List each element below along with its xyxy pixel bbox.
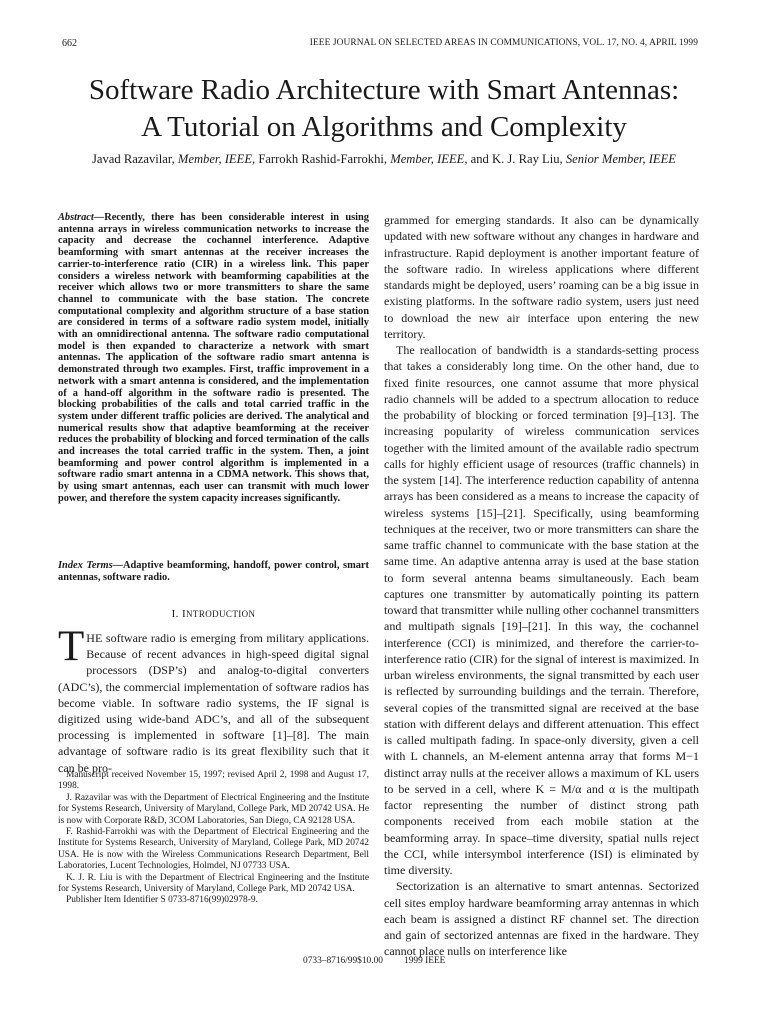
section-title-rest: NTRODUCTION [186,609,256,619]
author-list [40,152,728,167]
footer-copyright: 1999 IEEE [404,956,446,966]
abstract [58,212,369,505]
author-name: Javad Razavilar, [92,152,175,166]
footnote: J. Razavilar was with the Department of Electrical Engineering and the Institute for Systems Research, University of Maryland, College Park, MD 20742 USA. He is now with Corporate R&D, 3COM Laboratories, San Diego, CA 92128 USA. [58,792,369,826]
author-name: and K. J. Ray Liu, [470,152,563,166]
section-first-letter: I [181,608,187,620]
footnote: K. J. R. Liu is with the Department of Electrical Engineering and the Institute for Systems Research, University of Maryland, College Park, MD 20742 USA. [58,872,369,895]
abstract-label: Abstract— [58,212,105,223]
title-line-2: A Tutorial on Algorithms and Complexity [141,111,627,143]
drop-cap: T [58,623,85,670]
footnote: Manuscript received November 15, 1997; revised April 2, 1998 and August 17, 1998. [58,770,369,792]
paper-title [0,72,768,146]
page-number: 662 [62,38,77,49]
section-number: I. [171,608,179,620]
footer-code: 0733–8716/99$10.00 [303,956,383,966]
section-heading [58,608,369,620]
author-role: Senior Member, IEEE [565,152,676,166]
index-terms-text: Adaptive beamforming, handoff, power control, smart antennas, software radio. [58,560,369,583]
intro-paragraph [58,623,369,776]
author-role: Member, IEEE, [177,152,256,166]
author-role: Member, IEEE, [390,152,468,166]
index-terms-label: Index Terms— [58,560,124,571]
footnote: F. Rashid-Farrokhi was with the Department of Electrical Engineering and the Institute for Systems Research, University of Maryland, College Park, MD 20742 USA. He is now with the Wireless Communications Research Department, Bell Laboratories, Lucent Technologies, Holmdel, NJ 07733 USA. [58,827,369,872]
body-paragraph: The reallocation of bandwidth is a standards-setting process that takes a considerably long time. On the other hand, due to fixed finite resources, one cannot assume that more physical radio channels will be added to a spectrum allocation to reduce the probability of blocking or forced termination [9]–[13]. The increasing popularity of wireless communication services together with the limited amount of the available radio spectrum calls for highly efficient usage of resources (traffic channels) in the system [14]. The interference reduction capability of antenna arrays has been considered as a means to increase the capacity of wireless systems [15]–[21]. Specifically, using beamforming techniques at the receiver, two or more transmitters can share the same traffic channel to communicate with the base station at the same time. An adaptive antenna array is used at the base station to form several antenna beams simultaneously. Each beam captures one transmitter by automatically pointing its pattern toward that transmitter while nulling other cochannel transmitters and multipath signals [19]–[21]. In this way, the cochannel interference (CCI) is minimized, and therefore the carrier-to-interference ratio (CIR) for the signal of interest is maximized. In urban wireless environments, the signal transmitted by each user is reflected by surrounding buildings and the terrain. Therefore, several copies of the transmitted signal are received at the base station with different delays and different attenuation. This effect is called multipath fading. In space-only diversity, given a cell with L channels, an M-element antenna array that forms M−1 distinct array nulls at the receiver allows a maximum of KL users to be served in a cell, where K = M/α and α is the multipath factor representing the number of distinct strong path components received from each mobile station at the beamforming array. In space–time diversity, spatial nulls reject the CCI, while intersymbol interference (ISI) is eliminated by time diversity. [384,343,699,877]
running-head: IEEE JOURNAL ON SELECTED AREAS IN COMMUNICATIONS, VOL. 17, NO. 4, APRIL 1999 [309,38,698,48]
footnotes [58,770,369,907]
body-paragraph: Sectorization is an alternative to smart antennas. Sectorized cell sites employ hardware beamforming array antennas in which each beam is assigned a distinct RF channel set. The direction and gain of sectorized antennas are fixed in the hardware. They cannot place nulls on interference like [384,879,699,959]
author-name: Farrokh Rashid-Farrokhi, [258,152,388,166]
index-terms [58,560,369,583]
abstract-text: Recently, there has been considerable interest in using antenna arrays in wireless communication networks to increase the capacity and decrease the cochannel interference. Adaptive beamforming with smart antennas at the receiver increases the carrier-to-interference ratio (CIR) in a wireless link. This paper considers a wireless network with beamforming capabilities at the receiver which allows two or more transmitters to share the same channel to communicate with the base station. The concrete computational complexity and algorithm structure of a base station are considered in terms of a software radio system model, initially with an omnidirectional antenna. The software radio computational model is then expanded to characterize a network with smart antennas. The application of the software radio smart antenna is demonstrated through two examples. First, traffic improvement in a network with a smart antenna is considered, and the implementation of a hand-off algorithm in the software radio is presented. The blocking probabilities of the calls and total carried traffic in the system under different traffic policies are derived. The analytical and numerical results show that adaptive beamforming at the receiver reduces the probability of blocking and forced termination of the calls and increases the total carried traffic in the system. Then, a joint beamforming and power control algorithm is implemented in a software radio smart antenna in a CDMA network. This shows that, by using smart antennas, each user can transmit with much lower power, and therefore the system capacity increases significantly. [58,212,369,504]
body-paragraph: grammed for emerging standards. It also can be dynamically updated with new software without any changes in hardware and infrastructure. Rapid deployment is another important feature of the software radio. In wireless applications where different standards might be deployed, users’ roaming can be a big issue in existing platforms. In the software radio system, users just need to download the new air interface upon entering the new territory. [384,213,699,341]
intro-text: HE software radio is emerging from military applications. Because of recent advances in high-speed digital signal processors (DSP’s) and analog-to-digital converters (ADC’s), the commercial implementation of software radios has become viable. In software radio systems, the IF signal is digitized using wide-band ADC’s, and all of the subsequent processing is implemented in software [1]–[8]. The main advantage of software radio is its great flexibility such that it can be pro- [58,631,369,775]
footnote: Publisher Item Identifier S 0733-8716(99)02978-9. [66,895,258,906]
right-column-body [384,212,699,960]
title-line-1: Software Radio Architecture with Smart Antennas: [88,74,680,106]
